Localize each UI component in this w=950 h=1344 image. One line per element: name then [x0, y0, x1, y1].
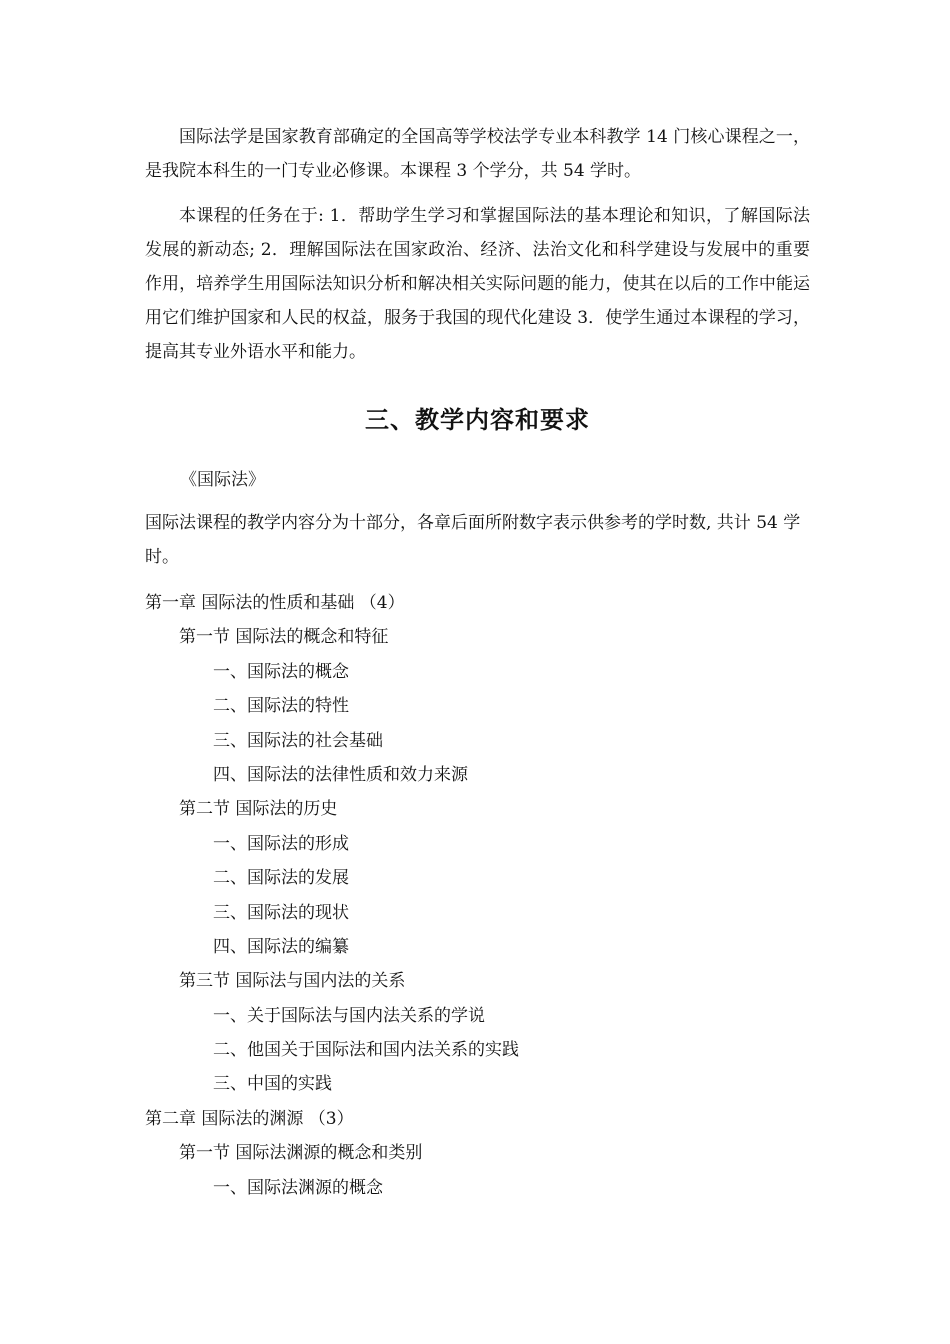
course-tasks-paragraph: 本课程的任务在于: 1．帮助学生学习和掌握国际法的基本理论和知识，了解国际法发展的新动态; 2．理解国际法在国家政治、经济、法治文化和科学建设与发展中的重要作用，培养学生用国际法知识分析和解决相关实际问题的能力，使其在以后的工作中能运用它们维护国家和人民的权益，服务于我国的现代化建设 3．使学生通过本课程的学习，提高其专业外语水平和能力。: [145, 206, 810, 362]
outline-subsection-item: 四、国际法的编纂: [213, 936, 349, 957]
outline-section-heading-item: 第二节 国际法的历史: [179, 799, 338, 820]
outline-chapter-heading: 第一章 国际法的性质和基础 （4）: [145, 593, 405, 613]
outline-subsection-item: 一、关于国际法与国内法关系的学说: [213, 1005, 485, 1026]
outline-subsection-item: 二、国际法的发展: [213, 868, 349, 889]
outline-section-heading-item: 第一节 国际法渊源的概念和类别: [179, 1143, 423, 1164]
course-outline: [0, 586, 950, 1205]
outline-subsection-item: 二、国际法的特性: [213, 696, 349, 717]
outline-subsection-item: 三、国际法的社会基础: [213, 730, 383, 751]
outline-subsection-item: 四、国际法的法律性质和效力来源: [213, 764, 468, 785]
content-intro-paragraph: 国际法课程的教学内容分为十部分，各章后面所附数字表示供参考的学时数, 共计 54 学时。: [145, 513, 801, 567]
book-title: 《国际法》: [180, 470, 265, 490]
outline-subsection-item: 一、国际法的形成: [213, 833, 349, 854]
course-intro-paragraph: 国际法学是国家教育部确定的全国高等学校法学专业本科教学 14 门核心课程之一，是我院本科生的一门专业必修课。本课程 3 个学分，共 54 学时。: [145, 127, 810, 181]
outline-chapter-heading: 第二章 国际法的渊源 （3）: [145, 1108, 354, 1129]
outline-subsection-item: 三、中国的实践: [213, 1074, 332, 1095]
outline-subsection-item: 二、他国关于国际法和国内法关系的实践: [213, 1040, 519, 1061]
outline-section-heading-item: 第一节 国际法的概念和特征: [179, 627, 389, 648]
outline-subsection-item: 一、国际法的概念: [213, 661, 349, 682]
outline-subsection-item: 三、国际法的现状: [213, 902, 349, 923]
section-heading: 三、教学内容和要求: [365, 406, 590, 434]
outline-subsection-item: 一、国际法渊源的概念: [213, 1177, 383, 1198]
outline-section-heading-item: 第三节 国际法与国内法的关系: [179, 971, 406, 992]
